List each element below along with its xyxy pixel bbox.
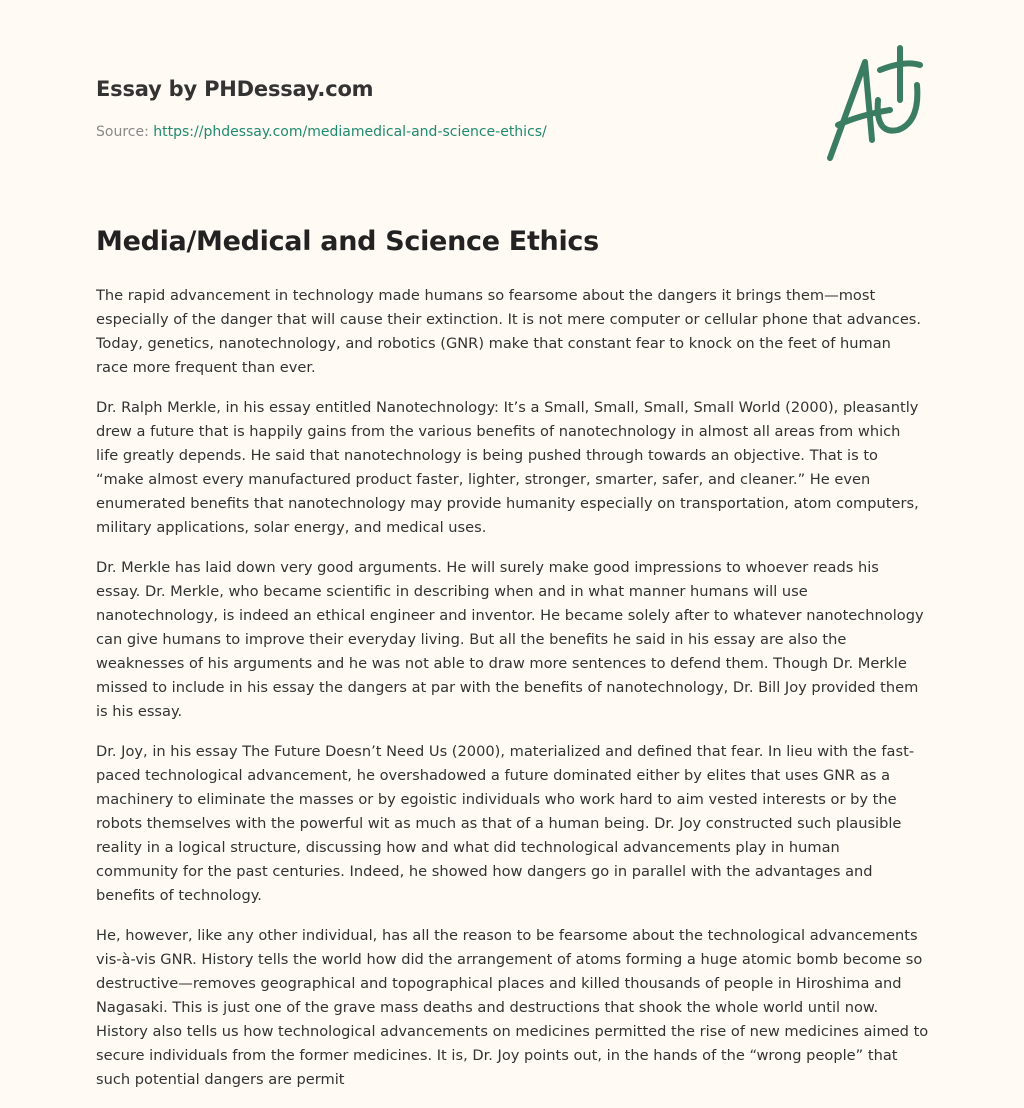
paragraph-line: robots themselves with the powerful wit as much as that of a human being. Dr. Joy constructed such plausible (96, 815, 902, 832)
paragraph-line: drew a future that is happily gains from the various benefits of nanotechnology in almost all areas from which (96, 423, 901, 440)
paragraph-line: History also tells us how technological advancements on medicines permitted the rise of new medicines aimed to (96, 1023, 929, 1040)
paragraph-line: paced technological advancement, he overshadowed a future dominated either by elites that uses GNR as a (96, 767, 891, 784)
essay-title: Media/Medical and Science Ethics (96, 226, 599, 257)
essay-paragraph (96, 556, 946, 724)
paragraph-line: reality in a logical structure, discussing how and what did technological advancements play in human (96, 839, 840, 856)
paragraph-line: Dr. Merkle has laid down very good arguments. He will surely make good impressions to whoever reads his (96, 559, 879, 576)
paragraph-line: He, however, like any other individual, has all the reason to be fearsome about the technological advancements (96, 927, 918, 944)
paragraph-line: such potential dangers are permit (96, 1071, 345, 1088)
paragraph-line: weaknesses of his arguments and he was not able to draw more sentences to defend them. Though Dr. Merkle (96, 655, 907, 672)
paragraph-line: community for the past centuries. Indeed, he showed how dangers go in parallel with the advantages and (96, 863, 873, 880)
paragraph-line: essay. Dr. Merkle, who became scientific in describing when and in what manner humans will use (96, 583, 808, 600)
paragraph-line: The rapid advancement in technology made humans so fearsome about the dangers it brings them—most (96, 287, 876, 304)
paragraph-line: military applications, solar energy, and medical uses. (96, 519, 487, 536)
paragraph-line: machinery to eliminate the masses or by egoistic individuals who work hard to aim vested interests or by the (96, 791, 897, 808)
a-plus-logo (820, 40, 930, 165)
paragraph-line: is his essay. (96, 703, 183, 720)
essay-paragraph (96, 740, 946, 908)
paragraph-line: “make almost every manufactured product faster, lighter, stronger, smarter, safer, and cleaner.” He even (96, 471, 871, 488)
source-line (96, 124, 547, 140)
paragraph-line: destructive—removes geographical and topographical places and killed thousands of people in Hiroshima and (96, 975, 902, 992)
paragraph-line: Dr. Ralph Merkle, in his essay entitled Nanotechnology: It’s a Small, Small, Small, Small World (2000), pleasantly (96, 399, 919, 416)
paragraph-line: nanotechnology, is indeed an ethical engineer and inventor. He became solely after to whatever nanotechnology (96, 607, 924, 624)
paragraph-line: secure individuals from the former medicines. It is, Dr. Joy points out, in the hands of the “wrong people” that (96, 1047, 898, 1064)
paragraph-line: enumerated benefits that nanotechnology may provide humanity especially on transportation, atom computers, (96, 495, 919, 512)
paragraph-line: race more frequent than ever. (96, 359, 316, 376)
paragraph-line: Dr. Joy, in his essay The Future Doesn’t Need Us (2000), materialized and defined that fear. In lieu with the fast- (96, 743, 915, 760)
essay-paragraph (96, 284, 946, 380)
paragraph-line: missed to include in his essay the dangers at par with the benefits of nanotechnology, Dr. Bill Joy provided them (96, 679, 919, 696)
site-brand: Essay by PHDessay.com (96, 77, 374, 101)
essay-paragraph (96, 924, 946, 1092)
essay-body (96, 284, 946, 1108)
essay-paragraph (96, 396, 946, 540)
paragraph-line: especially of the danger that will cause their extinction. It is not mere computer or cellular phone that advances. (96, 311, 922, 328)
paragraph-line: vis-à-vis GNR. History tells the world how did the arrangement of atoms forming a huge atomic bomb become so (96, 951, 923, 968)
source-label: Source: (96, 124, 149, 140)
paragraph-line: life greatly depends. He said that nanotechnology is being pushed through towards an objective. That is to (96, 447, 878, 464)
paragraph-line: benefits of technology. (96, 887, 262, 904)
paragraph-line: can give humans to improve their everyday living. But all the benefits he said in his essay are also the (96, 631, 847, 648)
paragraph-line: Nagasaki. This is just one of the grave mass deaths and destructions that shook the whole world until now. (96, 999, 879, 1016)
source-link[interactable]: https://phdessay.com/mediamedical-and-science-ethics/ (153, 124, 547, 140)
paragraph-line: Today, genetics, nanotechnology, and robotics (GNR) make that constant fear to knock on the feet of human (96, 335, 891, 352)
